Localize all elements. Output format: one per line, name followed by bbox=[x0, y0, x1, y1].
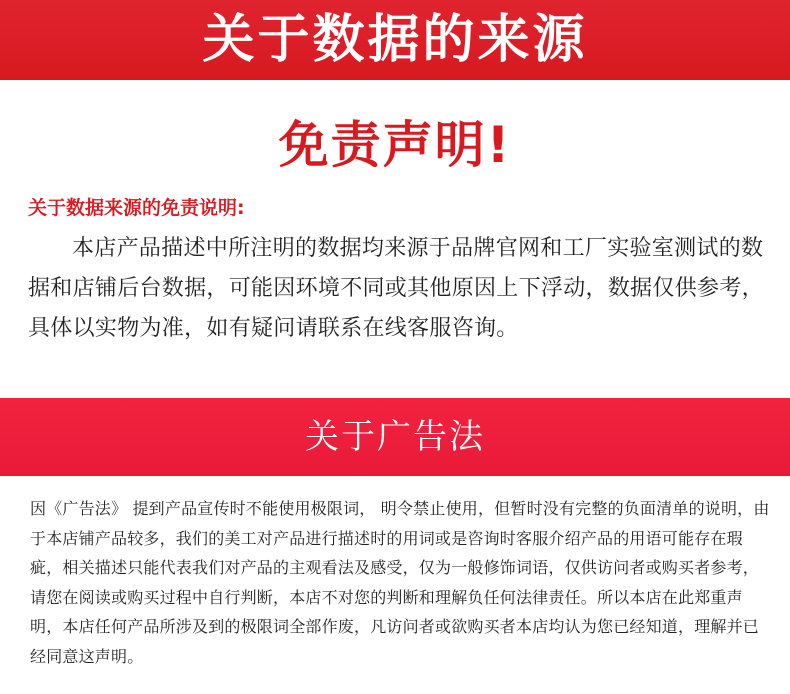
header-title: 关于数据的来源 bbox=[202, 10, 588, 70]
data-source-body: 本店产品描述中所注明的数据均来源于品牌官网和工厂实验室测试的数据和店铺后台数据，可能因环境不同或其他原因上下浮动，数据仅供参考，具体以实物为准，如有疑问请联系在线客服咨询。 bbox=[28, 236, 764, 341]
disclaimer-heading: 免责声明! bbox=[278, 116, 512, 174]
ad-law-banner bbox=[0, 398, 790, 476]
ad-law-body: 因《广告法》 提到产品宣传时不能使用极限词， 明令禁止使用，但暂时没有完整的负面清单的说明，由于本店铺产品较多，我们的美工对产品进行描述时的用词或是咨询时客服介绍产品的用语可能存在瑕疵，相关描述只能代表我们对产品的主观看法及感受，仅为一般修饰词语，仅供访问者或购买者参考，请您在阅读或购买过程中自行判断，本店不对您的判断和理解负任何法律责任。所以本店在此郑重声明，本店任何产品所涉及到的极限词全部作废，凡访问者或欲购买者本店均认为您已经知道，理解并已经同意这声明。 bbox=[30, 499, 770, 666]
ad-law-title: 关于广告法 bbox=[305, 417, 485, 457]
data-source-section bbox=[28, 195, 768, 349]
header-banner bbox=[0, 0, 790, 80]
data-source-subheading: 关于数据来源的免责说明: bbox=[28, 197, 245, 219]
